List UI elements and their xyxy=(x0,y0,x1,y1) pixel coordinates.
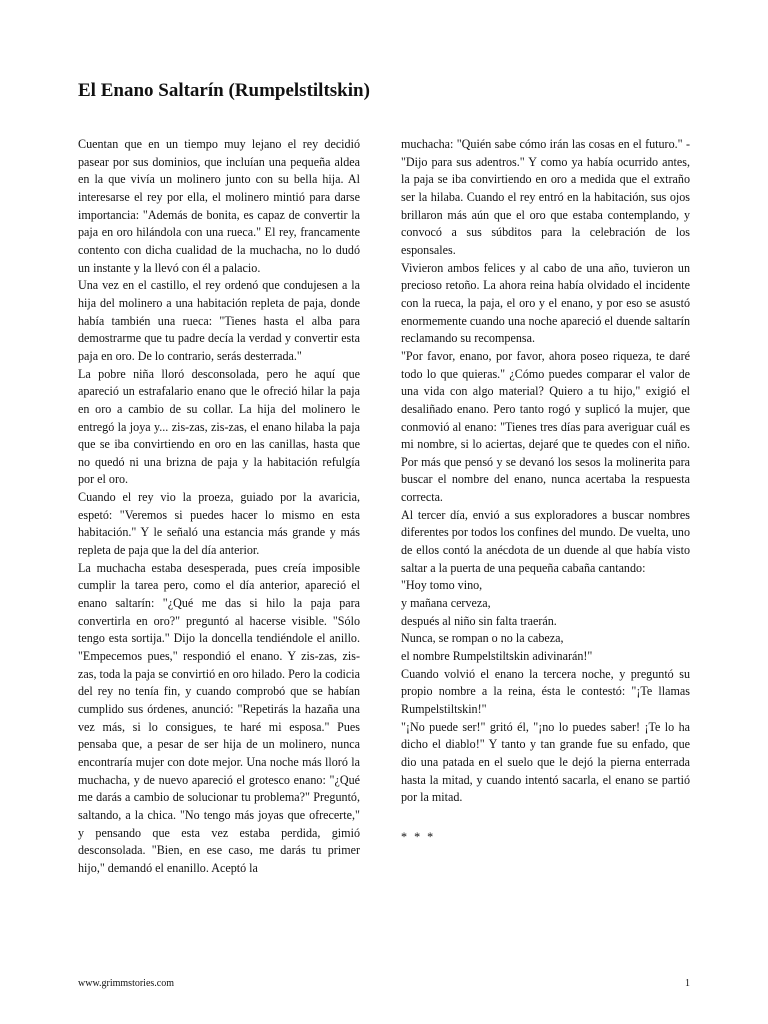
paragraph: muchacha: "Quién sabe cómo irán las cosas en el futuro." - "Dijo para sus adentros." Y como ya había ocurrido antes, la paja se iba convirtiendo en oro a medida que el extraño ser la hilaba. Cuando el rey entró en la habitación, sus ojos brillaron más aún que el oro que estaba contemplando, y convocó a sus súbditos para la celebración de los esponsales. xyxy=(401,137,690,257)
paragraph: Cuando el rey vio la proeza, guiado por la avaricia, espetó: "Veremos si puedes hacer lo mismo en esta habitación." Y le señaló una estancia más grande y más repleta de paja que la del día anterior. xyxy=(78,490,360,558)
paragraph: Al tercer día, envió a sus exploradores a buscar nombres diferentes por todos los confines del mundo. De vuelta, uno de ellos contó la anécdota de un duende al que había visto saltar a la puerta de una pequeña cabaña cantando: xyxy=(401,507,690,575)
song-line: después al niño sin falta traerán. xyxy=(401,613,557,628)
paragraph: La pobre niña lloró desconsolada, pero he aquí que apareció un estrafalario enano que le ofreció hilar la paja en oro a cambio de su collar. La hija del molinero le entregó la joya y... zis-zas, zis-zas, el enano hilaba la paja que se iba convirtiendo en oro en las canillas, hasta que no quedó ni una brizna de paja y la habitación refulgía por el oro. xyxy=(78,366,360,487)
page-number: 1 xyxy=(685,978,690,989)
right-column xyxy=(401,136,690,847)
paragraph: Cuando volvió el enano la tercera noche, y preguntó su propio nombre a la reina, ésta le contestó: "¡Te llamas Rumpelstiltskin!" xyxy=(401,666,690,716)
paragraph: Una vez en el castillo, el rey ordenó que condujesen a la hija del molinero a una habitación repleta de paja, donde había también una rueca: "Tienes hasta el alba para demostrarme que tu padre decía la verdad y convertir esta paja en oro. De lo contrario, serás desterrada." xyxy=(78,278,360,363)
song-verse xyxy=(401,577,690,665)
song-line: "Hoy tomo vino, xyxy=(401,578,483,593)
paragraph: Vivieron ambos felices y al cabo de una año, tuvieron un precioso retoño. La ahora reina había olvidado el incidente con la rueca, la paja, el oro y el enano, y por eso se asustó enormemente cuando una noche apareció el duende saltarín reclamando su recompensa. xyxy=(401,260,690,346)
section-separator: * * * xyxy=(401,829,436,844)
footer-url: www.grimmstories.com xyxy=(78,978,175,989)
song-line: Nunca, se rompan o no la cabeza, xyxy=(401,631,564,646)
song-line: el nombre Rumpelstiltskin adivinarán!" xyxy=(401,649,593,664)
paragraph: Cuentan que en un tiempo muy lejano el rey decidió pasear por sus dominios, que incluían una pequeña aldea en la que vivía un molinero junto con su bella hija. Al interesarse el rey por ella, el molinero mintió para darse importancia: "Además de bonita, es capaz de convertir la paja en oro hilándola con una rueca." El rey, francamente contento con dicha cualidad de la muchacha, no lo dudó un instante y la llevó con él a palacio. xyxy=(78,137,360,275)
paragraph: La muchacha estaba desesperada, pues creía imposible cumplir la tarea pero, como el día anterior, apareció el enano saltarín: "¿Qué me das si hilo la paja para convertirla en oro?" preguntó al hacerse visible. "Sólo tengo esta sortija." Dijo la doncella tendiéndole el anillo. "Empecemos pues," respondió el enano. Y zis-zas, zis-zas, toda la paja se convirtió en oro hilado. Pero la codicia del rey no tenía fin, y cuando comprobó que se habían cumplido sus órdenes, anunció: "Repetirás la hazaña una vez más, si lo consigues, te haré mi esposa." Pues pensaba que, a pesar de ser hija de un molinero, nunca encontraría mujer con dote mejor. Una noche más lloró la muchacha, y de nuevo apareció el grotesco enano: "¿Qué me darás a cambio de solucionar tu problema?" Preguntó, saltando, a la chica. "No tengo más joyas que ofrecerte," y pensando que esta vez estaba perdida, gimió desconsolada. "Bien, en ese caso, me darás tu primer hijo," demandó el enanillo. Aceptó la xyxy=(78,560,360,875)
paragraph: "¡No puede ser!" gritó él, "¡no lo puedes saber! ¡Te lo ha dicho el diablo!" Y tanto y tan grande fue su enfado, que dio una patada en el suelo que le dejó la pierna enterrada hasta la mitad, y cuando intentó sacarla, el enano se partió por la mitad. xyxy=(401,719,690,805)
left-column xyxy=(78,136,360,878)
story-title: El Enano Saltarín (Rumpelstiltskin) xyxy=(78,80,370,101)
paragraph: "Por favor, enano, por favor, ahora poseo riqueza, te daré todo lo que quieras." ¿Cómo puedes comparar el valor de una vida con algo material? Quiero a tu hijo," exigió el desaliñado enano. Pero tanto rogó y suplicó la mujer, que conmovió al enano: "Tienes tres días para averiguar cuál es mi nombre, si lo aciertas, dejaré que te quedes con el niño. Por más que pensó y se devanó los sesos la molinerita para buscar el nombre del enano, nunca acertaba la respuesta correcta. xyxy=(401,348,690,505)
song-line: y mañana cerveza, xyxy=(401,596,491,611)
